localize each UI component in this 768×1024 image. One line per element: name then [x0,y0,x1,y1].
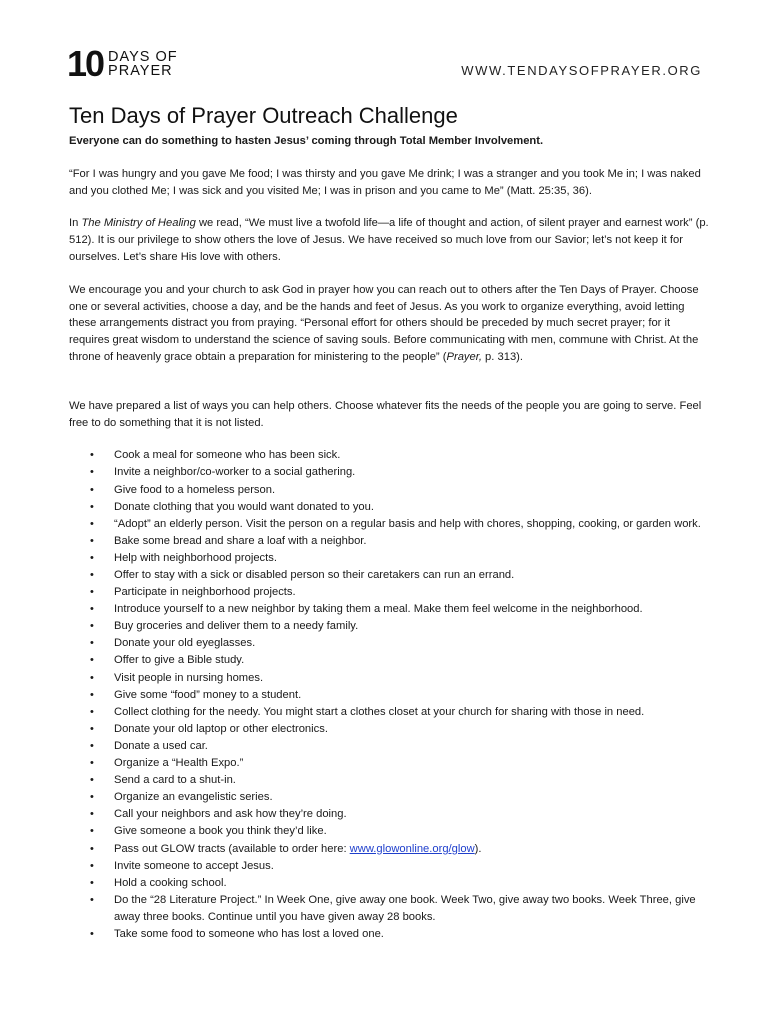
list-item: • Do the “28 Literature Project.” In Week One, give away one book. Week Two, give away two books. Week Three, give away three books. Continue until you have given away 28 books. [69,892,709,926]
list-item: • Collect clothing for the needy. You might start a clothes closet at your church for sharing with those in need. [69,704,709,721]
glow-prefix: Pass out GLOW tracts (available to order here: [114,842,350,855]
encourage-paragraph [69,282,709,366]
list-item: • Give food to a homeless person. [69,482,709,499]
list-item: • Invite someone to accept Jesus. [69,858,709,875]
list-item: • Offer to stay with a sick or disabled person so their caretakers can run an errand. [69,567,709,584]
glow-link[interactable]: www.glowonline.org/glow [349,842,475,855]
list-item: • Help with neighborhood projects. [69,550,709,567]
list-item: • Donate a used car. [69,738,709,755]
list-item: • Introduce yourself to a new neighbor by taking them a meal. Make them feel welcome in the neighborhood. [69,601,709,618]
list-item: • “Adopt” an elderly person. Visit the person on a regular basis and help with chores, shopping, cooking, or garden work. [69,516,709,533]
document-body [69,103,709,943]
list-item: • Bake some bread and share a loaf with a neighbor. [69,533,709,550]
list-item-glow [69,841,709,858]
list-item: • Take some food to someone who has lost a loved one. [69,926,709,943]
encourage-text: We encourage you and your church to ask God in prayer how you can reach out to others after the Ten Days of Prayer. Choose one or several activities, choose a day, and be the hands and feet of Jesus. As you work to organize everything, avoid letting these arrangements distract you from praying. “Personal effort for others should be preceded by much secret prayer; for it requires great wisdom to understand the science of saving souls. Before communicating with men, commune with Christ. At the throne of heavenly grace obtain a preparation for ministering to the people” ( [69,283,699,363]
list-item: • Invite a neighbor/co-worker to a social gathering. [69,464,709,481]
page-subtitle: Everyone can do something to hasten Jesus’ coming through Total Member Involvement. [69,135,544,147]
logo-line-2: PRAYER [108,63,173,79]
list-item: • Offer to give a Bible study. [69,652,709,669]
list-item: • Donate your old laptop or other electronics. [69,721,709,738]
ministry-intro: In [69,217,82,230]
list-item: • Give someone a book you think they’d like. [69,823,709,840]
list-item: • Cook a meal for someone who has been sick. [69,447,709,464]
list-item: • Send a card to a shut-in. [69,772,709,789]
logo-words [108,50,178,78]
list-item: • Donate clothing that you would want donated to you. [69,499,709,516]
list-item: • Organize a “Health Expo.” [69,755,709,772]
list-item: • Organize an evangelistic series. [69,789,709,806]
list-item: • Hold a cooking school. [69,875,709,892]
ten-days-logo [67,43,178,84]
list-item: • Visit people in nursing homes. [69,670,709,687]
ministry-paragraph [69,215,709,265]
page-title: Ten Days of Prayer Outreach Challenge [69,103,458,128]
ministry-text: we read, “We must live a twofold life—a life of thought and action, of silent prayer and earnest work” (p. 512). It is our privilege to show others the love of Jesus. We have received so much love from our Savior; let’s not keep it for ourselves. Let’s share His love with others. [69,217,709,263]
scripture-quote: “For I was hungry and you gave Me food; I was thirsty and you gave Me drink; I was a stranger and you took Me in; I was naked and you clothed Me; I was sick and you visited Me; I was in prison and you came to Me” (Matt. 25:35, 36). [69,167,701,197]
encourage-end: p. 313). [481,350,523,363]
list-item: • Buy groceries and deliver them to a needy family. [69,618,709,635]
list-item: • Call your neighbors and ask how they’re doing. [69,806,709,823]
list-intro: We have prepared a list of ways you can help others. Choose whatever fits the needs of the people you are going to serve. Feel free to do something that it is not listed. [69,399,702,429]
encourage-book-title: Prayer, [446,350,482,363]
glow-suffix: ). [474,842,482,855]
list-item: • Donate your old eyeglasses. [69,635,709,652]
logo-line-1: DAYS OF [108,49,178,65]
list-item: • Participate in neighborhood projects. [69,584,709,601]
outreach-list [69,447,709,942]
site-url: WWW.TENDAYSOFPRAYER.ORG [461,63,702,78]
list-item: • Give some “food” money to a student. [69,687,709,704]
ministry-book-title: The Ministry of Healing [81,217,196,230]
logo-number: 10 [67,43,104,84]
